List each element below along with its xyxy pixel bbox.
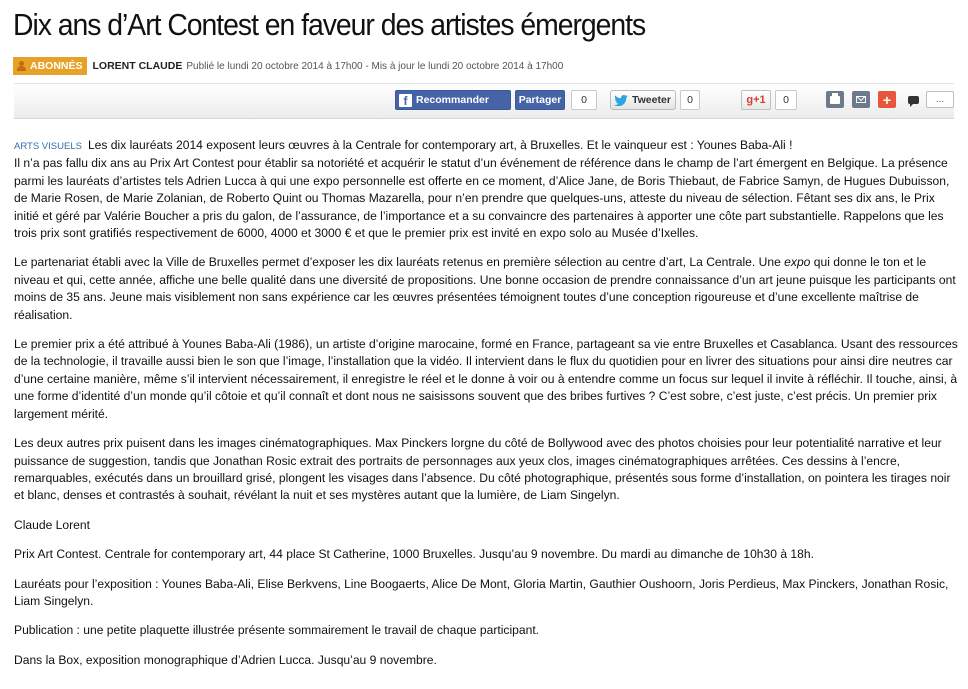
article-paragraph-2 xyxy=(14,254,958,324)
article-paragraph-1 xyxy=(14,137,958,242)
comment-icon xyxy=(908,96,919,104)
facebook-share-count: 0 xyxy=(571,90,597,110)
page-title: Dix ans d’Art Contest en faveur des artistes émergents xyxy=(13,8,646,42)
email-button[interactable] xyxy=(852,91,870,108)
article-paragraph-3: Le premier prix a été attribué à Younes Baba-Ali (1986), un artiste d’origine marocaine, formé en France, partageant sa vie entre Bruxelles et Casablanca. Usant des ressources de la technologie, il travaille aussi bien le son que l’image, l’installation que la vidéo. Il intervient dans le flux du quotidien pour en livrer des situations pour ainsi dire neutres car d’une certaine manière, même s’il intervient nécessairement, il enregistre le réel et le donne à voir ou à entendre comme un focus sur lequel il invite à réfléchir. Il touche, ainsi, à une forme d’identité d’un monde qu’il côtoie et qu’il connaît et dont nous ne saisissons souvent que des bribes furtives ? C’est sobre, c’est juste, c’est précis. Un premier prix largement mérité. xyxy=(14,337,958,421)
google-plus-button[interactable]: g+1 xyxy=(741,90,771,110)
add-button[interactable] xyxy=(878,91,896,108)
facebook-share-button[interactable]: Partager xyxy=(515,90,565,110)
article-signature: Claude Lorent xyxy=(14,517,90,532)
author-name[interactable]: LORENT CLAUDE xyxy=(92,60,183,72)
article-meta xyxy=(13,57,563,75)
event-info: Prix Art Contest. Centrale for contemporary art, 44 place St Catherine, 1000 Bruxelles. Jusqu’au 9 novembre. Du mardi au dimanche de 10h30 à 18h. xyxy=(14,547,814,562)
facebook-icon: f xyxy=(399,94,412,107)
twitter-bird-icon xyxy=(614,95,628,106)
google-plus-count: 0 xyxy=(775,90,797,110)
badge-label: ABONNÉS xyxy=(30,60,83,72)
plus-icon: + xyxy=(882,91,892,108)
comment-button[interactable] xyxy=(906,91,920,108)
print-icon xyxy=(830,96,840,104)
more-options-button[interactable]: ... xyxy=(926,91,954,108)
print-button[interactable] xyxy=(826,91,844,108)
publication-info: Publication : une petite plaquette illustrée présente sommairement le travail de chaque participant. xyxy=(14,623,540,638)
person-icon xyxy=(16,60,27,72)
article-body xyxy=(14,137,958,681)
facebook-recommend-label: Recommander xyxy=(416,94,489,106)
publish-dates: Publié le lundi 20 octobre 2014 à 17h00 - Mis à jour le lundi 20 octobre 2014 à 17h00 xyxy=(186,60,564,72)
mail-icon xyxy=(856,96,866,103)
box-exhibition-info: Dans la Box, exposition monographique d’Adrien Lucca. Jusqu’au 9 novembre. xyxy=(14,652,437,667)
facebook-recommend-button[interactable] xyxy=(395,90,511,110)
section-kicker[interactable]: ARTS VISUELS xyxy=(14,141,82,152)
article-text-1: Il n’a pas fallu dix ans au Prix Art Contest pour établir sa notoriété et acquérir le statut d’un événement de référence dans le champ de l’art émergent en Belgique. La présence parmi les lauréats d’artistes tels Adrien Lucca à qui une expo personnelle est offerte en ce moment, d’Alice Jane, de Boris Thiebaut, de Fabrice Samyn, de Hugues Dubuisson, de Marie Rosen, de Marie Zolanian, de Roberto Quint ou Thomas Mazarella, pour n’en prendre que quelques-uns, atteste du niveau de sélection. Fêtant ses dix ans, le Prix initié et géré par Valérie Boucher a pris du galon, de l’assurance, de l’importance et a su convaincre des partenaires à apporter une côte part substantielle. Rappelons que les trois prix sont gratifiés respectivement de 6000, 4000 et 3000 € et que le premier prix est invité en expo solo au Musée d’Ixelles. xyxy=(14,156,950,241)
subscribers-badge[interactable] xyxy=(13,57,87,75)
share-bar xyxy=(14,83,954,119)
paragraph-2-emphasis: expo xyxy=(784,255,811,270)
tweet-label: Tweeter xyxy=(632,94,671,106)
tweet-button[interactable] xyxy=(610,90,676,110)
paragraph-2-text-a: Le partenariat établi avec la Ville de Bruxelles permet d’exposer les dix lauréats retenus en première sélection au centre d’art, La Centrale. Une xyxy=(14,255,785,270)
paragraph-2-text-b: qui donne le ton et le niveau et qui, cette année, affiche une belle qualité dans une diversité de propositions. Une bonne occasion de prendre connaissance d’un art jeune puisque les participants ont moins de 35 ans. Jeune mais visiblement non sans expérience car les œuvres présentées témoignent toutes d’une conception rigoureuse et d’une excellente maîtrise de réalisation. xyxy=(14,255,956,322)
laureates-list: Lauréats pour l’exposition : Younes Baba-Ali, Elise Berkvens, Line Boogaerts, Alice De Mont, Gloria Martin, Gauthier Oushoorn, Joris Perdieus, Max Pinckers, Jonathan Rosic, Liam Singelyn. xyxy=(14,576,949,608)
article-lead: Les dix lauréats 2014 exposent leurs œuvres à la Centrale for contemporary art, à Bruxelles. Et le vainqueur est : Younes Baba-Ali ! xyxy=(87,138,793,152)
article-paragraph-4: Les deux autres prix puisent dans les images cinématographiques. Max Pinckers lorgne du côté de Bollywood avec des photos choisies pour leur potentialité narrative et leur puissance de suggestion, tandis que Jonathan Rosic extrait des portraits de personnages aux yeux clos, images cinématographiques arrêtées. Ces dessins à l’encre, remarquables, exécutés dans un brouillard grisé, plongent les visages dans l’absence. Du côté photographique, présentés sous forme d’installation, on pointera les tirages noir et blanc, denses et contrastés à souhait, révélant la nuit et ses mystères autant que la lumière, de Liam Singelyn. xyxy=(14,436,951,503)
tweet-count: 0 xyxy=(680,90,700,110)
